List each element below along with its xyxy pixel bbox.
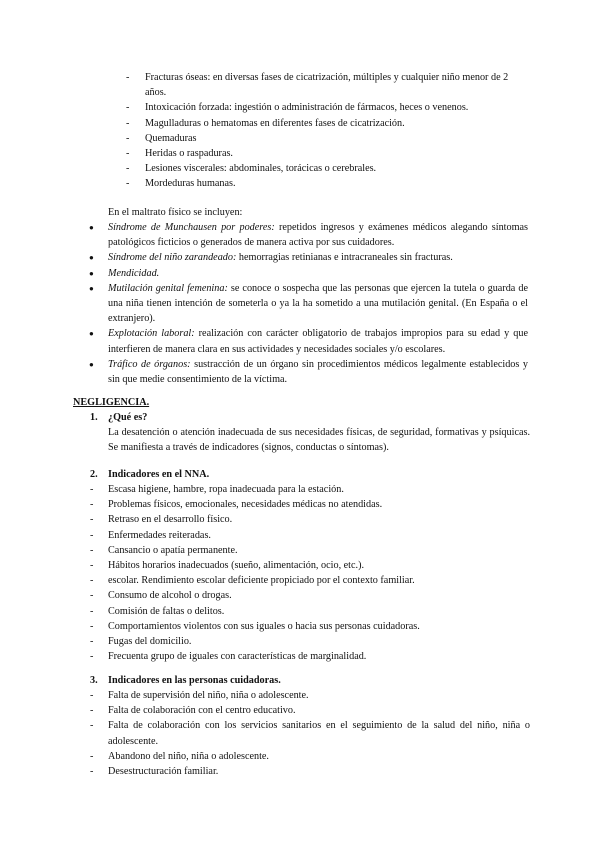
list-item: - Quemaduras — [126, 132, 197, 144]
section-paragraph: La desatención o atención inadecuada de sus necesidades físicas, de seguridad, formativas y psíquicas. Se manifiesta a través de indicadores (signos, conductas o síntomas). — [108, 427, 530, 454]
list-item: - Magulladuras o hematomas en diferentes fases de cicatrización. — [126, 117, 405, 129]
section-number: 2. — [90, 469, 98, 480]
list-item: - Falta de colaboración con el centro educativo. — [90, 705, 296, 717]
list-item: - Enfermedades reiteradas. — [90, 529, 211, 541]
list-item: - Fracturas óseas: en diversas fases de cicatrización, múltiples y cualquier niño menor de 2 años. — [126, 72, 509, 99]
list-item: ● Tráfico de órganos: sustracción de un órgano sin procedimientos médicos legalmente establecidos y sin que medie consentimiento de la víctima. — [89, 358, 528, 386]
bullet-icon: ● — [89, 253, 94, 263]
list-item: - Intoxicación forzada: ingestión o administración de fármacos, heces o venenos. — [126, 102, 469, 114]
section-title: Indicadores en las personas cuidadoras. — [108, 675, 281, 686]
list-item: - Fugas del domicilio. — [90, 636, 192, 648]
child-indicators-list — [90, 482, 530, 664]
physical-abuse-types-list — [88, 220, 528, 387]
list-item: - Consumo de alcohol o drogas. — [90, 590, 232, 602]
list-item: - Cansancio o apatía permanente. — [90, 544, 238, 556]
bullet-icon: ● — [89, 223, 94, 232]
caregiver-indicators-list — [90, 688, 530, 779]
section-title: ¿Qué es? — [108, 412, 148, 423]
list-item: ● Mutilación genital femenina: se conoce o sospecha que las personas que ejercen la tutela o guarda de una niña tienen intención de someterla o ya la ha sometido a una mutilación genital. (En España o el extranjero). — [89, 282, 528, 325]
intro-text: En el maltrato físico se incluyen: — [108, 207, 243, 218]
section-title: Indicadores en el NNA. — [108, 469, 210, 480]
list-item: - Escasa higiene, hambre, ropa inadecuada para la estación. — [90, 484, 344, 495]
bullet-icon: ● — [89, 283, 94, 293]
bullet-icon: ● — [89, 359, 94, 369]
list-item: - Frecuenta grupo de iguales con características de marginalidad. — [90, 651, 367, 663]
list-item: - Retraso en el desarrollo físico. — [90, 514, 233, 526]
list-item: - Comportamientos violentos con sus iguales o hacia sus personas cuidadoras. — [90, 620, 420, 632]
bullet-icon: ● — [89, 329, 94, 339]
list-item: - escolar. Rendimiento escolar deficiente propiciado por el contexto familiar. — [90, 575, 415, 587]
list-item: - Problemas físicos, emocionales, necesidades médicas no atendidas. — [90, 499, 383, 511]
bullet-icon: ● — [89, 268, 94, 278]
list-item: - Mordeduras humanas. — [126, 178, 236, 190]
section-number: 3. — [90, 675, 98, 686]
section-heading: NEGLIGENCIA. — [73, 397, 150, 408]
list-item: ● Síndrome del niño zarandeado: hemorragias retinianas e intracraneales sin fracturas. — [88, 250, 528, 265]
list-item: ● Explotación laboral: realización con carácter obligatorio de trabajos impropios para su edad y que interfieren de manera clara en sus actividades y necesidades sociales y/o escolares. — [89, 328, 528, 355]
list-item: - Desestructuración familiar. — [90, 766, 219, 778]
list-item: ● Síndrome de Munchausen por poderes: repetidos ingresos y exámenes médicos alegando síntomas patológicos ficticios o generados de manera activa por sus cuidadores. — [89, 222, 529, 249]
list-item: ● Mendicidad. — [88, 266, 528, 281]
list-item: - Hábitos horarios inadecuados (sueño, alimentación, ocio, etc.). — [90, 560, 365, 572]
list-item: - Comisión de faltas o delitos. — [90, 605, 225, 617]
physical-signs-list — [126, 70, 526, 192]
list-item: - Lesiones viscerales: abdominales, torácicas o cerebrales. — [126, 163, 377, 175]
list-item: - Abandono del niño, niña o adolescente. — [90, 750, 269, 762]
list-item: - Falta de supervisión del niño, niña o adolescente. — [90, 690, 309, 701]
list-item: - Heridas o raspaduras. — [126, 148, 233, 160]
section-number: 1. — [90, 412, 98, 423]
list-item: - Falta de colaboración con los servicios sanitarios en el seguimiento de la salud del niño, niña o adolescente. — [90, 720, 530, 747]
